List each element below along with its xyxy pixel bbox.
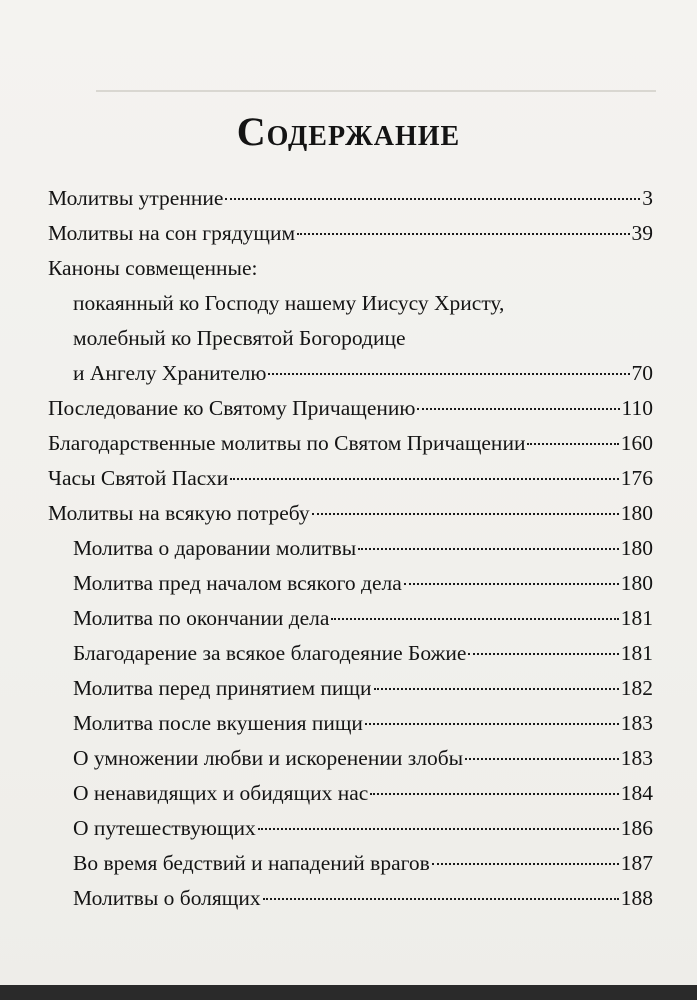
toc-entry-page-number: 181 [620, 606, 653, 630]
toc-entry[interactable] [48, 776, 653, 811]
toc-entry[interactable] [48, 566, 653, 601]
dot-leader [358, 548, 619, 550]
toc-entry[interactable] [48, 601, 653, 636]
dot-leader [417, 408, 619, 410]
dot-leader [230, 478, 618, 480]
dot-leader [374, 688, 619, 690]
toc-entry-label: Благодарение за всякое благодеяние Божие [73, 641, 467, 665]
toc-entry[interactable] [48, 286, 653, 321]
bleed-through-rule [96, 90, 656, 92]
toc-entry-page-number: 184 [620, 781, 653, 805]
dot-leader [370, 793, 618, 795]
toc-entry-label: О умножении любви и искоренении злобы [73, 746, 464, 770]
toc-entry[interactable] [48, 426, 653, 461]
toc-entry-page-number: 183 [620, 711, 653, 735]
dot-leader [432, 863, 619, 865]
toc-entry[interactable] [48, 706, 653, 741]
toc-entry-label: Благодарственные молитвы по Святом Причащении [48, 431, 526, 455]
dot-leader [527, 443, 618, 445]
toc-entry-page-number: 180 [620, 536, 653, 560]
toc-entry-label: Часы Святой Пасхи [48, 466, 229, 490]
dot-leader [312, 513, 619, 515]
dot-leader [225, 198, 640, 200]
toc-entry-page-number: 39 [631, 221, 653, 245]
toc-entry-page-number: 181 [620, 641, 653, 665]
toc-entry-page-number: 180 [620, 571, 653, 595]
page-title: Содержание [236, 109, 461, 154]
toc-entry[interactable] [48, 216, 653, 251]
dot-leader [468, 653, 618, 655]
toc-entry-label: Молитвы на всякую потребу [48, 501, 310, 525]
toc-entry-label: Молитва после вкушения пищи [73, 711, 363, 735]
toc-entry[interactable] [48, 811, 653, 846]
dot-leader [297, 233, 629, 235]
toc-entry[interactable] [48, 636, 653, 671]
toc-entry-page-number: 3 [642, 186, 653, 210]
toc-entry-page-number: 188 [620, 886, 653, 910]
toc-entry-label: Молитва по окончании дела [73, 606, 330, 630]
toc-entry[interactable] [48, 881, 653, 916]
dot-leader [404, 583, 619, 585]
toc-entry-label: Во время бедствий и нападений врагов [73, 851, 430, 875]
toc-entry-label: Каноны совмещенные: [48, 256, 258, 280]
dot-leader [331, 618, 618, 620]
toc-entry[interactable] [48, 321, 653, 356]
toc-entry[interactable] [48, 181, 653, 216]
toc-entry[interactable] [48, 496, 653, 531]
dot-leader [268, 373, 629, 375]
toc-entry-page-number: 70 [631, 361, 653, 385]
toc-entry-label: Молитва о даровании молитвы [73, 536, 357, 560]
toc-entry-label: покаянный ко Господу нашему Иисусу Христу, [73, 291, 505, 315]
toc-entry-label: Молитвы о болящих [73, 886, 261, 910]
scan-bottom-edge [0, 985, 697, 1000]
toc-entry-label: Молитва перед принятием пищи [73, 676, 372, 700]
toc-entry-page-number: 160 [620, 431, 653, 455]
toc-entry[interactable] [48, 846, 653, 881]
toc-entry[interactable] [48, 391, 653, 426]
toc-entry-label: Молитвы на сон грядущим [48, 221, 296, 245]
dot-leader [365, 723, 619, 725]
toc-entry[interactable] [48, 671, 653, 706]
toc-entry-page-number: 182 [620, 676, 653, 700]
dot-leader [263, 898, 619, 900]
toc-entry-label: Последование ко Святому Причащению [48, 396, 416, 420]
toc-entry-page-number: 187 [620, 851, 653, 875]
toc-entry-label: О путешествующих [73, 816, 256, 840]
toc-entry-page-number: 183 [620, 746, 653, 770]
toc-entry-label: Молитва пред началом всякого дела [73, 571, 402, 595]
toc-entry-page-number: 176 [620, 466, 653, 490]
toc-entry-label: Молитвы утренние [48, 186, 224, 210]
toc-entry[interactable] [48, 741, 653, 776]
toc-entry[interactable] [48, 356, 653, 391]
toc-entry[interactable] [48, 461, 653, 496]
toc-entry-label: и Ангелу Хранителю [73, 361, 267, 385]
table-of-contents [48, 181, 653, 916]
toc-entry-label: молебный ко Пресвятой Богородице [73, 326, 406, 350]
toc-entry-page-number: 110 [621, 396, 653, 420]
dot-leader [465, 758, 619, 760]
toc-entry-page-number: 186 [620, 816, 653, 840]
toc-entry[interactable] [48, 251, 653, 286]
toc-entry-label: О ненавидящих и обидящих нас [73, 781, 369, 805]
toc-entry-page-number: 180 [620, 501, 653, 525]
dot-leader [258, 828, 619, 830]
toc-entry[interactable] [48, 531, 653, 566]
